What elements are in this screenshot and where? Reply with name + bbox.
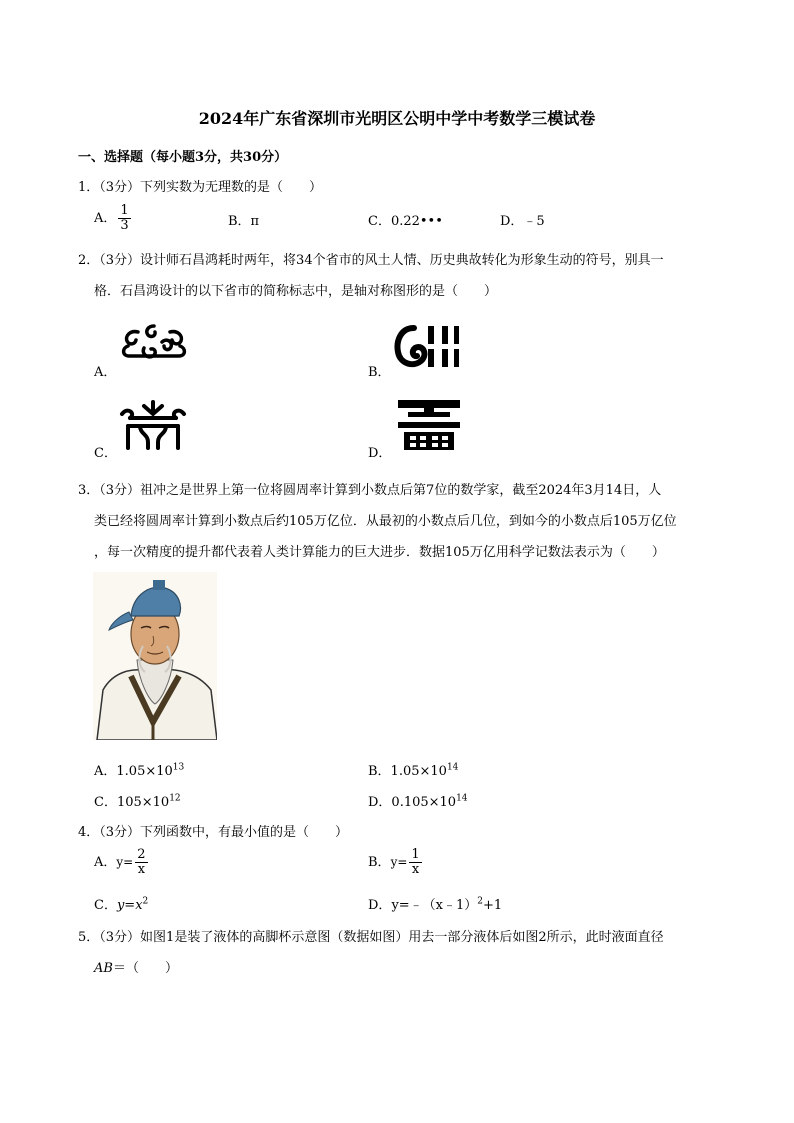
q1-option-a-fraction: [118, 204, 130, 233]
q4-option-a-lhs: y=: [116, 855, 134, 869]
q4-option-b-lhs: y=: [390, 855, 408, 869]
question-4-stem: 4．（3分）下列函数中，有最小值的是（ ）: [78, 825, 349, 840]
q1-option-b: B．π: [228, 214, 260, 229]
question-3-line-3: ，每一次精度的提升都代表着人类计算能力的巨大进步．数据105万亿用科学记数法表示为（ ）: [94, 545, 665, 560]
q3-option-a-text: A．1.05×10: [94, 764, 173, 779]
section-heading: 一、选择题（每小题3分，共30分）: [78, 150, 288, 165]
fraction-denominator: x: [137, 862, 146, 877]
question-3-line-1: 3．（3分）祖冲之是世界上第一位将圆周率计算到小数点后第7位的数学家，截至2024年3月14日，人: [78, 483, 662, 498]
q3-option-b: [368, 760, 458, 779]
q2-option-a: A．: [94, 365, 117, 380]
q2-option-b: B．: [368, 365, 391, 380]
q4-option-a: [94, 848, 150, 877]
q3-option-d-text: D．0.105×10: [368, 795, 457, 810]
q4-option-d-tail: +1: [483, 898, 503, 913]
q2-option-d: D．: [368, 446, 392, 461]
q4-option-d-expression: y=﹣（x﹣1）: [391, 898, 478, 913]
question-1-stem: 1．（3分）下列实数为无理数的是（ ）: [78, 180, 323, 195]
pavilion-logo-icon: [118, 398, 188, 452]
question-2-line-1: 2．（3分）设计师石昌鸿耗时两年，将34个省市的风土人情、历史典故转化为形象生动的符号，别具一: [78, 253, 664, 268]
river-logo-icon: [394, 322, 464, 372]
fraction-denominator: x: [411, 862, 420, 877]
q4-option-b-label: B．: [368, 855, 391, 870]
gate-logo-icon: [394, 396, 464, 454]
q4-option-c-label: C．: [94, 898, 117, 913]
q4-option-c-expression: y=x: [116, 898, 143, 913]
q5-line-2-rest: ＝（ ）: [112, 961, 178, 976]
q3-option-b-text: B．1.05×10: [368, 764, 447, 779]
q5-variable-ab: AB: [94, 961, 113, 976]
question-2-line-2: 格．石昌鸿设计的以下省市的简称标志中，是轴对称图形的是（ ）: [94, 284, 498, 299]
q3-option-d-exponent: 14: [456, 793, 468, 804]
q3-option-b-exponent: 14: [446, 762, 459, 773]
q4-option-d-exponent: 2: [477, 896, 484, 907]
q4-option-a-fraction: [135, 848, 147, 877]
fraction-denominator: 3: [120, 218, 129, 233]
q4-option-c: [94, 894, 148, 913]
q1-option-d: D．﹣5: [500, 214, 545, 229]
q3-option-c: [94, 791, 181, 810]
q4-option-b-fraction: [409, 848, 421, 877]
question-3-line-2: 类已经将圆周率计算到小数点后约105万亿位．从最初的小数点后几位，到如今的小数点后105万亿位: [94, 514, 677, 529]
q4-option-b: [368, 848, 424, 877]
q4-option-a-label: A．: [94, 855, 117, 870]
fraction-numerator: 1: [120, 203, 129, 218]
cloud-logo-icon: [118, 318, 190, 366]
q2-option-c: C．: [94, 446, 117, 461]
q3-option-a-exponent: 13: [172, 762, 185, 773]
q3-option-c-text: C．105×10: [94, 795, 170, 810]
fraction-numerator: 2: [137, 847, 146, 862]
fraction-numerator: 1: [411, 847, 420, 862]
question-5-line-1: 5．（3分）如图1是装了液体的高脚杯示意图（数据如图）用去一部分液体后如图2所示，此时液面直径: [78, 930, 664, 945]
zu-chongzhi-portrait: [93, 572, 217, 740]
q3-option-c-exponent: 12: [169, 793, 181, 804]
q4-option-d-label: D．: [368, 898, 392, 913]
q1-option-a: [94, 204, 133, 233]
q4-option-c-exponent: 2: [142, 896, 149, 907]
q1-option-c: C．0.22•••: [368, 214, 443, 229]
q4-option-d: [368, 894, 502, 913]
q3-option-a: [94, 760, 184, 779]
q1-option-a-label: A．: [94, 211, 117, 226]
question-5-line-2: [94, 957, 178, 976]
q3-option-d: [368, 791, 468, 810]
page-title: 2024年广东省深圳市光明区公明中学中考数学三模试卷: [198, 109, 596, 128]
